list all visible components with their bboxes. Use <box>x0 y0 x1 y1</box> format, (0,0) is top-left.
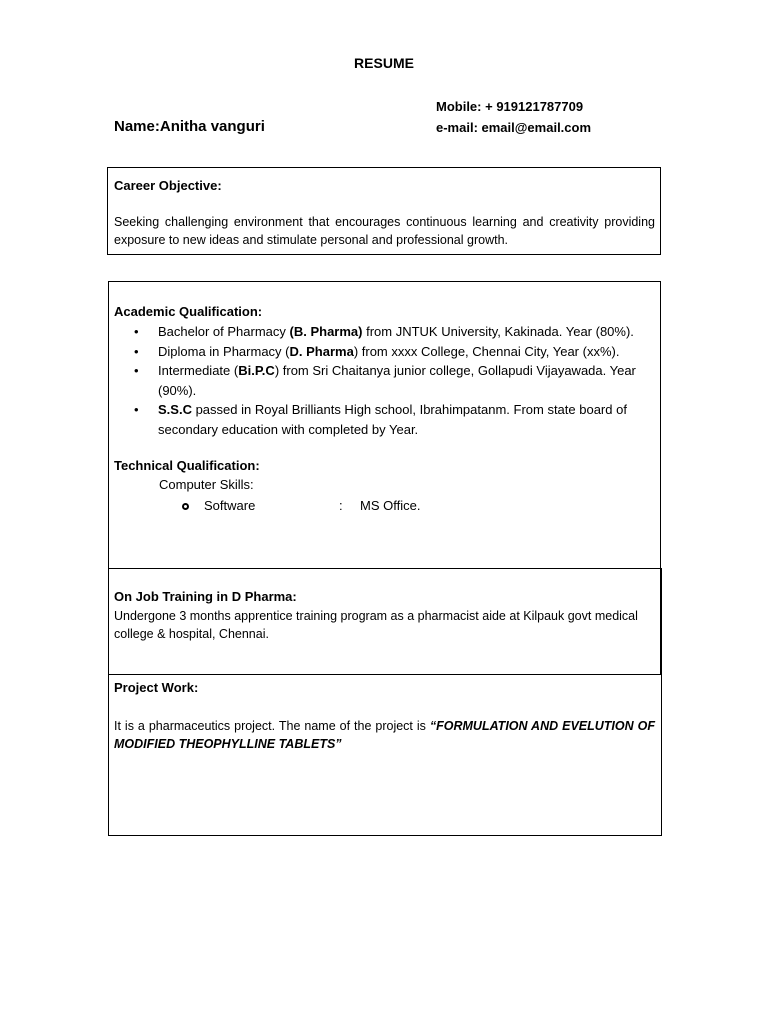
software-value: MS Office. <box>360 498 421 513</box>
email-line <box>436 120 591 135</box>
name-label: Name: <box>114 118 160 135</box>
technical-heading: Technical Qualification: <box>114 458 260 473</box>
academic-item: • S.S.C passed in Royal Brilliants High school, Ibrahimpatanm. From state board of secondary education with completed by Year. <box>134 402 627 437</box>
bullet-icon: • <box>134 363 139 378</box>
career-objective-text: Seeking challenging environment that encourages continuous learning and creativity providing exposure to new ideas and stimulate personal and professional growth. <box>114 215 655 247</box>
academic-item: • Intermediate (Bi.P.C) from Sri Chaitanya junior college, Gollapudi Vijayawada. Year (90%). <box>134 363 636 398</box>
academic-heading: Academic Qualification: <box>114 304 263 319</box>
project-name: “FORMULATION AND EVELUTION OF MODIFIED THEOPHYLLINE TABLETS” <box>114 719 655 751</box>
mobile-label: Mobile: <box>436 99 486 114</box>
project-text <box>114 717 655 753</box>
academic-item: • Bachelor of Pharmacy (B. Pharma) from JNTUK University, Kakinada. Year (80%). <box>114 322 656 342</box>
name-value: Anitha vanguri <box>159 118 265 135</box>
academic-list <box>114 322 656 439</box>
software-label: Software <box>204 498 256 513</box>
training-section <box>108 568 662 675</box>
academic-item: • Diploma in Pharmacy (D. Pharma) from xxxx College, Chennai City, Year (xx%). <box>114 342 656 362</box>
project-section <box>108 674 662 836</box>
career-objective-heading: Career Objective: <box>114 178 222 193</box>
project-heading: Project Work: <box>114 680 199 695</box>
mobile-value: + 919121787709 <box>485 99 584 114</box>
career-objective-section <box>107 167 661 255</box>
bullet-icon: • <box>134 343 139 359</box>
circle-bullet-icon <box>182 501 192 511</box>
training-heading: On Job Training in D Pharma: <box>114 589 297 604</box>
project-intro: It is a pharmaceutics project. The name of the project is <box>114 719 430 733</box>
document-title: RESUME <box>354 55 414 71</box>
mobile-line <box>436 99 583 114</box>
email-value: email@email.com <box>481 120 592 135</box>
bullet-icon: • <box>134 324 139 339</box>
software-separator: : <box>339 498 343 513</box>
computer-skills-label: Computer Skills: <box>159 477 254 492</box>
training-text: Undergone 3 months apprentice training program as a pharmacist aide at Kilpauk govt medical college & hospital, Chennai. <box>114 609 638 641</box>
email-label: e-mail: <box>436 120 482 135</box>
candidate-name <box>114 118 265 135</box>
qualifications-section <box>108 281 661 570</box>
bullet-icon: • <box>134 402 139 417</box>
